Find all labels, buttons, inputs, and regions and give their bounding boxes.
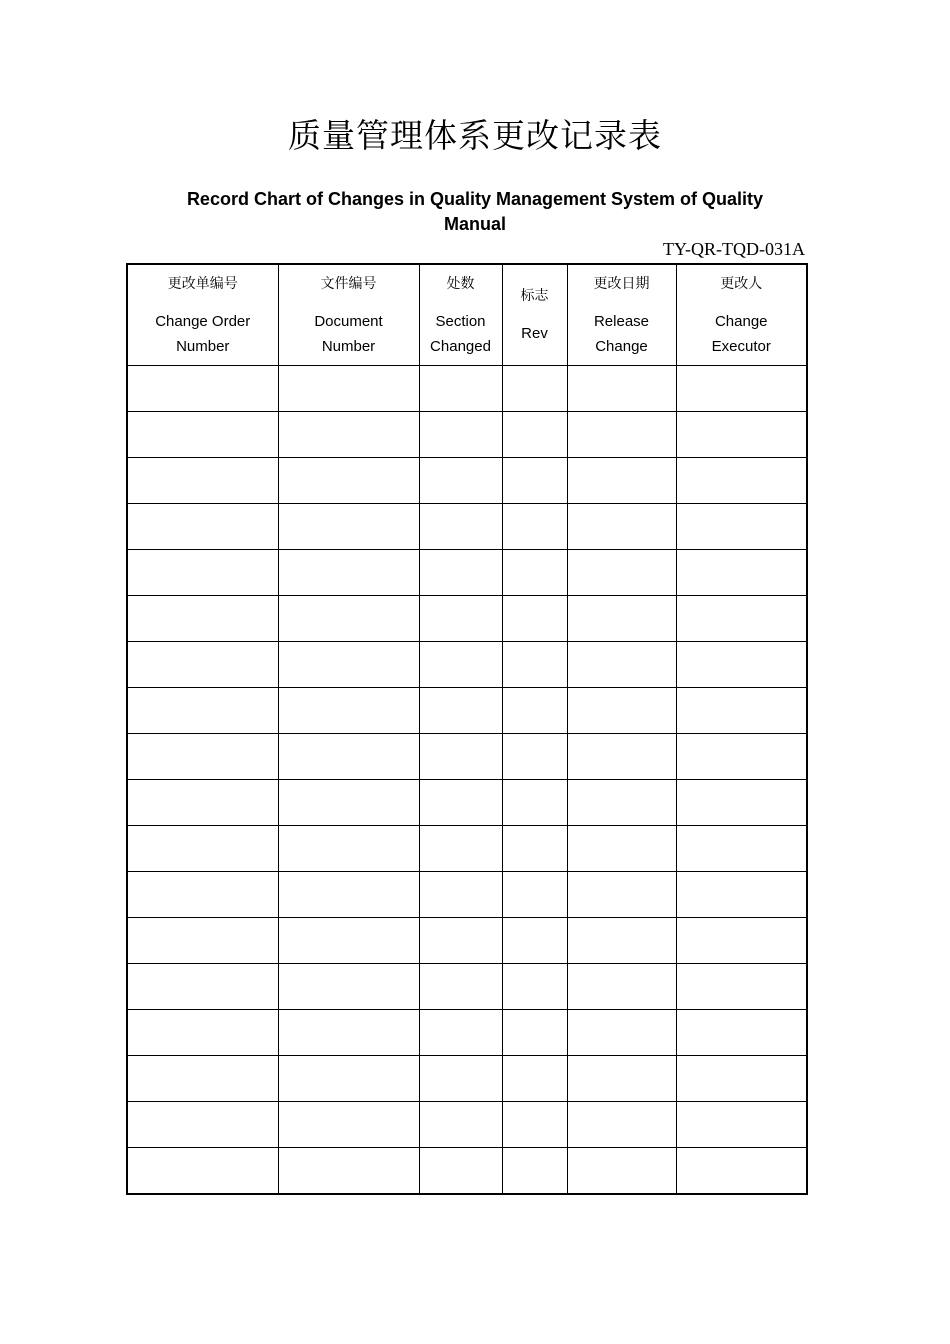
table-cell[interactable]	[127, 1010, 278, 1056]
table-cell[interactable]	[502, 918, 567, 964]
table-cell[interactable]	[502, 688, 567, 734]
table-cell[interactable]	[502, 734, 567, 780]
column-header-en: Number	[176, 337, 230, 355]
table-row	[127, 366, 807, 412]
table-cell[interactable]	[278, 1102, 419, 1148]
table-cell[interactable]	[567, 504, 676, 550]
table-cell[interactable]	[278, 458, 419, 504]
column-header-change-order-number	[127, 264, 278, 366]
page-title-english: Record Chart of Changes in Quality Management System of Quality Manual	[186, 189, 764, 234]
table-cell[interactable]	[502, 504, 567, 550]
table-cell[interactable]	[502, 1102, 567, 1148]
column-header-cn: 文件编号	[320, 275, 377, 292]
table-cell[interactable]	[567, 964, 676, 1010]
column-header-document-number	[278, 264, 419, 366]
table-cell[interactable]	[127, 780, 278, 826]
table-cell[interactable]	[502, 642, 567, 688]
table-cell[interactable]	[502, 872, 567, 918]
column-header-release-change	[567, 264, 676, 366]
column-header-cn: 更改人	[720, 275, 763, 292]
table-cell[interactable]	[502, 366, 567, 412]
table-cell[interactable]	[502, 1056, 567, 1102]
table-cell[interactable]	[419, 504, 502, 550]
table-cell[interactable]	[676, 688, 807, 734]
table-cell[interactable]	[127, 1056, 278, 1102]
column-header-rev	[502, 264, 567, 366]
table-cell[interactable]	[419, 1148, 502, 1195]
table-cell[interactable]	[278, 734, 419, 780]
change-record-table	[126, 263, 808, 1195]
table-cell[interactable]	[676, 458, 807, 504]
table-row	[127, 964, 807, 1010]
table-cell[interactable]	[676, 596, 807, 642]
table-cell[interactable]	[502, 550, 567, 596]
column-header-cn: 标志	[520, 288, 549, 304]
table-cell[interactable]	[127, 918, 278, 964]
table-cell[interactable]	[278, 1056, 419, 1102]
table-row	[127, 550, 807, 596]
table-cell[interactable]	[127, 412, 278, 458]
table-row	[127, 412, 807, 458]
table-cell[interactable]	[127, 826, 278, 872]
table-cell[interactable]	[502, 1010, 567, 1056]
table-body	[127, 366, 807, 1195]
table-row	[127, 734, 807, 780]
table-cell[interactable]	[676, 734, 807, 780]
table-cell[interactable]	[567, 550, 676, 596]
column-header-cn: 处数	[446, 275, 475, 292]
table-cell[interactable]	[419, 1010, 502, 1056]
column-header-cn: 更改日期	[593, 275, 650, 292]
table-cell[interactable]	[419, 826, 502, 872]
table-cell[interactable]	[676, 826, 807, 872]
table-cell[interactable]	[419, 458, 502, 504]
table-cell[interactable]	[278, 688, 419, 734]
table-cell[interactable]	[676, 918, 807, 964]
table-cell[interactable]	[127, 1102, 278, 1148]
table-row	[127, 1102, 807, 1148]
table-row	[127, 642, 807, 688]
table-cell[interactable]	[278, 1148, 419, 1195]
table-cell[interactable]	[567, 734, 676, 780]
table-cell[interactable]	[676, 366, 807, 412]
table-row	[127, 1010, 807, 1056]
table-cell[interactable]	[278, 872, 419, 918]
table-cell[interactable]	[502, 1148, 567, 1195]
table-cell[interactable]	[676, 550, 807, 596]
table-cell[interactable]	[567, 642, 676, 688]
table-cell[interactable]	[278, 366, 419, 412]
column-header-en: Change	[714, 312, 768, 330]
table-row	[127, 458, 807, 504]
table-cell[interactable]	[567, 596, 676, 642]
table-cell[interactable]	[567, 1056, 676, 1102]
table-cell[interactable]	[502, 596, 567, 642]
table-cell[interactable]	[502, 458, 567, 504]
table-cell[interactable]	[567, 412, 676, 458]
table-cell[interactable]	[419, 550, 502, 596]
table-cell[interactable]	[419, 780, 502, 826]
table-cell[interactable]	[502, 412, 567, 458]
table-row	[127, 1148, 807, 1195]
table-cell[interactable]	[127, 642, 278, 688]
table-cell[interactable]	[676, 504, 807, 550]
table-cell[interactable]	[278, 826, 419, 872]
table-cell[interactable]	[567, 826, 676, 872]
table-cell[interactable]	[278, 596, 419, 642]
table-cell[interactable]	[567, 1010, 676, 1056]
table-cell[interactable]	[567, 1148, 676, 1195]
table-cell[interactable]	[278, 550, 419, 596]
table-row	[127, 1056, 807, 1102]
table-cell[interactable]	[278, 412, 419, 458]
page-title-chinese: 质量管理体系更改记录表	[288, 116, 662, 155]
table-cell[interactable]	[567, 458, 676, 504]
table-cell[interactable]	[127, 872, 278, 918]
table-cell[interactable]	[502, 964, 567, 1010]
table-cell[interactable]	[278, 1010, 419, 1056]
table-cell[interactable]	[127, 688, 278, 734]
table-cell[interactable]	[127, 458, 278, 504]
document-code: TY-QR-TQD-031A	[663, 239, 805, 259]
table-cell[interactable]	[676, 1102, 807, 1148]
table-cell[interactable]	[278, 918, 419, 964]
table-row	[127, 872, 807, 918]
table-cell[interactable]	[676, 412, 807, 458]
table-cell[interactable]	[676, 1148, 807, 1195]
table-cell[interactable]	[567, 1102, 676, 1148]
table-cell[interactable]	[567, 688, 676, 734]
table-row	[127, 504, 807, 550]
table-cell[interactable]	[676, 1010, 807, 1056]
table-cell[interactable]	[419, 918, 502, 964]
table-cell[interactable]	[419, 734, 502, 780]
column-header-en: Document	[314, 312, 383, 330]
column-header-en: Rev	[521, 325, 548, 342]
table-cell[interactable]	[278, 964, 419, 1010]
table-cell[interactable]	[567, 872, 676, 918]
table-cell[interactable]	[278, 780, 419, 826]
table-cell[interactable]	[676, 780, 807, 826]
table-row	[127, 596, 807, 642]
column-header-en: Change Order	[155, 312, 251, 330]
column-header-en: Changed	[430, 337, 491, 355]
table-cell[interactable]	[567, 780, 676, 826]
table-cell[interactable]	[676, 1056, 807, 1102]
column-header-section-changed	[419, 264, 502, 366]
table-cell[interactable]	[419, 642, 502, 688]
table-cell[interactable]	[567, 366, 676, 412]
table-cell[interactable]	[419, 1056, 502, 1102]
table-cell[interactable]	[419, 1102, 502, 1148]
table-cell[interactable]	[676, 964, 807, 1010]
column-header-en: Number	[321, 337, 376, 355]
table-cell[interactable]	[676, 642, 807, 688]
column-header-change-executor	[676, 264, 807, 366]
table-cell[interactable]	[419, 596, 502, 642]
table-cell[interactable]	[419, 412, 502, 458]
table-cell[interactable]	[567, 918, 676, 964]
column-header-cn: 更改单编号	[167, 275, 238, 292]
table-cell[interactable]	[278, 642, 419, 688]
table-cell[interactable]	[127, 504, 278, 550]
table-cell[interactable]	[127, 734, 278, 780]
table-cell[interactable]	[419, 688, 502, 734]
table-cell[interactable]	[127, 964, 278, 1010]
table-cell[interactable]	[502, 826, 567, 872]
table-cell[interactable]	[127, 596, 278, 642]
column-header-en: Executor	[711, 337, 771, 355]
table-cell[interactable]	[127, 1148, 278, 1195]
table-row	[127, 826, 807, 872]
table-cell[interactable]	[127, 550, 278, 596]
table-row	[127, 918, 807, 964]
table-header-row	[127, 264, 807, 366]
table-cell[interactable]	[676, 872, 807, 918]
column-header-en: Change	[595, 337, 648, 355]
table-cell[interactable]	[278, 504, 419, 550]
column-header-en: Release	[593, 312, 650, 330]
table-row	[127, 688, 807, 734]
table-cell[interactable]	[127, 366, 278, 412]
table-cell[interactable]	[419, 964, 502, 1010]
table-row	[127, 780, 807, 826]
table-cell[interactable]	[419, 366, 502, 412]
table-cell[interactable]	[419, 872, 502, 918]
column-header-en: Section	[435, 312, 486, 330]
table-cell[interactable]	[502, 780, 567, 826]
